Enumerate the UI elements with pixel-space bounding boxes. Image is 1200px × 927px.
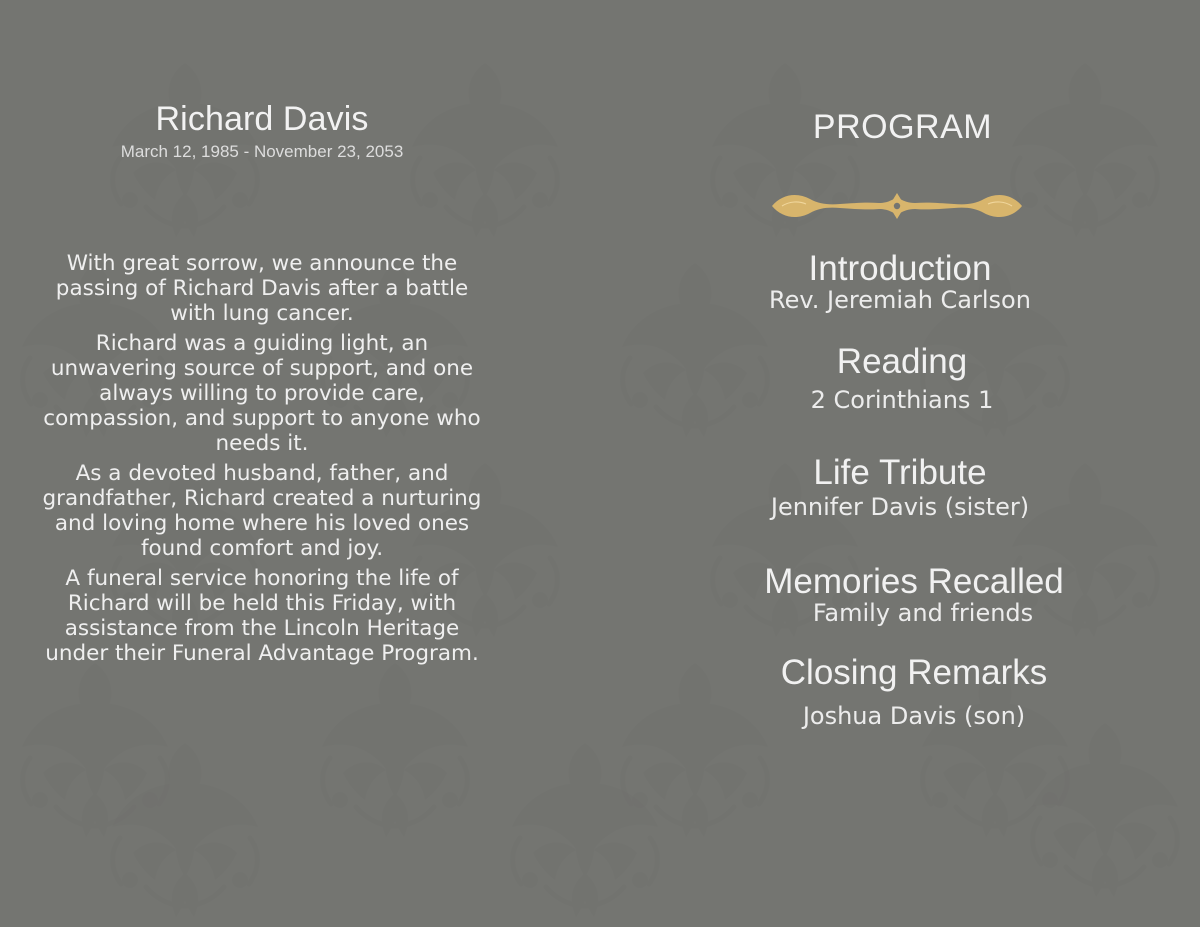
program-item-heading: Life Tribute <box>813 453 987 492</box>
obituary-paragraph: As a devoted husband, father, and grandfather, Richard created a nurturing and loving home where his loved ones found comfort and joy. <box>42 461 482 561</box>
program-header <box>745 110 1060 144</box>
memorial-header <box>38 102 486 162</box>
gold-flourish-divider-icon <box>768 183 1026 229</box>
program-item-heading: Closing Remarks <box>780 653 1048 692</box>
program-item-heading: Memories Recalled <box>764 562 1064 601</box>
program-item-memories-recalled <box>749 564 1079 625</box>
program-item-subtitle: Family and friends <box>812 599 1034 627</box>
obituary-paragraph: With great sorrow, we announce the passing of Richard Davis after a battle with lung cancer. <box>55 251 469 326</box>
program-item-subtitle: 2 Corinthians 1 <box>810 386 994 414</box>
life-dates: March 12, 1985 - November 23, 2053 <box>120 142 404 161</box>
obituary-paragraph: Richard was a guiding light, an unwavering source of support, and one always willing to provide care, compassion, and support to anyone who needs it. <box>43 331 481 456</box>
program-item-subtitle: Jennifer Davis (sister) <box>770 493 1030 521</box>
obituary-text <box>38 251 486 671</box>
program-item-subtitle: Joshua Davis (son) <box>802 702 1026 730</box>
program-item-reading <box>737 344 1067 412</box>
obituary-paragraph: A funeral service honoring the life of Richard will be held this Friday, with assistance from the Lincoln Heritage under their Funeral Advantage Program. <box>45 566 479 666</box>
program-item-heading: Reading <box>836 342 968 381</box>
deceased-name: Richard Davis <box>155 100 369 138</box>
program-item-introduction <box>735 251 1065 312</box>
program-item-subtitle: Rev. Jeremiah Carlson <box>769 286 1031 314</box>
program-title: PROGRAM <box>812 108 993 146</box>
program-item-life-tribute <box>735 455 1065 519</box>
program-item-heading: Introduction <box>808 249 992 288</box>
program-item-closing-remarks <box>749 655 1079 728</box>
